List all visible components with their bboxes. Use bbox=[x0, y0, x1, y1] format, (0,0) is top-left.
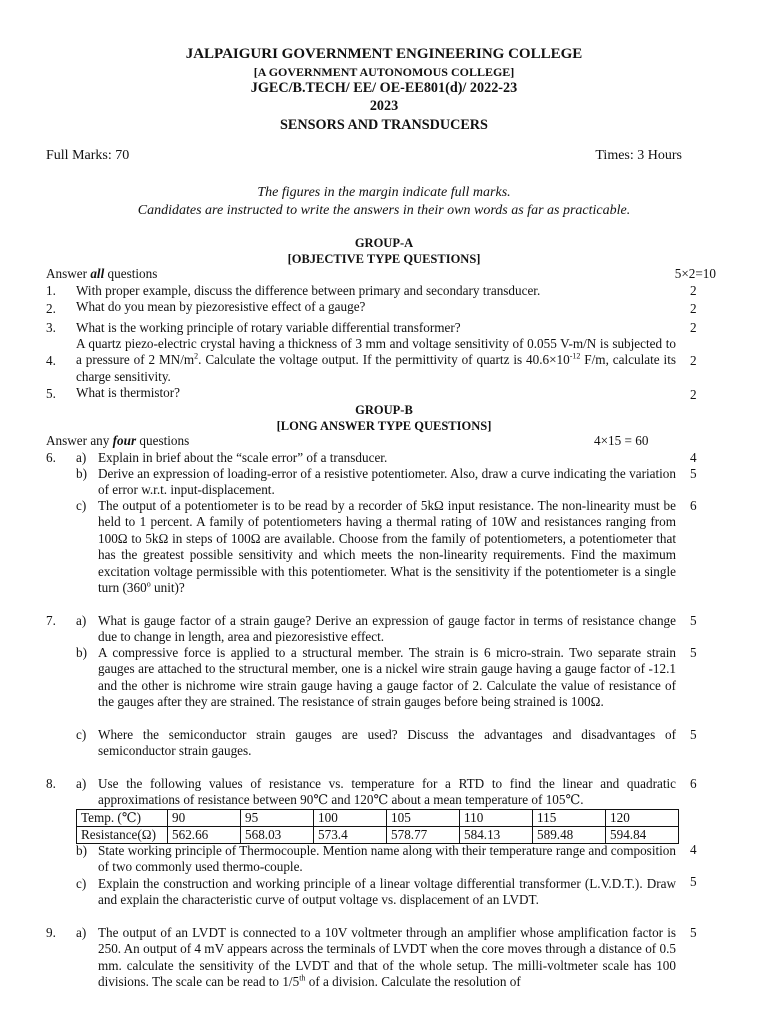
question-number: 5. bbox=[46, 386, 56, 401]
table-cell: 95 bbox=[241, 810, 314, 827]
subject-title: SENSORS AND TRANSDUCERS bbox=[280, 117, 488, 133]
table-cell: 573.4 bbox=[314, 827, 387, 844]
subpart-text: A compressive force is applied to a structural member. The strain is 6 micro-strain. Two separate strain gauges are attached to the structural member, one is a nickel wire strain gauge having a gauge factor of -12.1 and the other is nichrome wire strain gauge having a gauge factor of 2. Calculate the value of resistance of the gauges after they are strained. The resistance of strain gauges before being strained is 100Ω. bbox=[98, 645, 676, 710]
note-margin-marks: The figures in the margin indicate full marks. bbox=[257, 185, 511, 200]
group-b-subtitle: [LONG ANSWER TYPE QUESTIONS] bbox=[276, 419, 492, 433]
full-marks: Full Marks: 70 bbox=[46, 148, 130, 163]
subpart-label: b) bbox=[76, 466, 87, 481]
question-text: What do you mean by piezoresistive effect of a gauge? bbox=[76, 299, 366, 314]
table-cell: 105 bbox=[387, 810, 460, 827]
table-row bbox=[77, 827, 679, 844]
table-cell: 90 bbox=[168, 810, 241, 827]
table-cell: 589.48 bbox=[533, 827, 606, 844]
subpart-marks: 4 bbox=[690, 450, 697, 465]
subpart-label: c) bbox=[76, 727, 87, 742]
subpart-label: a) bbox=[76, 450, 87, 465]
table-cell: Resistance(Ω) bbox=[77, 827, 168, 844]
question-text: What is the working principle of rotary variable differential transformer? bbox=[76, 320, 461, 335]
question-number: 3. bbox=[46, 320, 56, 335]
question-number: 7. bbox=[46, 613, 56, 628]
subpart-label: a) bbox=[76, 925, 87, 940]
subpart-marks: 4 bbox=[690, 842, 697, 857]
college-status: [A GOVERNMENT AUTONOMOUS COLLEGE] bbox=[253, 65, 515, 79]
question-marks: 2 bbox=[690, 353, 697, 368]
subpart-text: Use the following values of resistance vs. temperature for a RTD to find the linear and quadratic approximations of resistance between 90℃ and 120℃ about a mean temperature of 105℃. bbox=[98, 776, 676, 808]
subpart-text: Explain in brief about the “scale error” of a transducer. bbox=[98, 450, 388, 465]
question-number: 6. bbox=[46, 450, 56, 465]
paper-code: JGEC/B.TECH/ EE/ OE-EE801(d)/ 2022-23 bbox=[250, 80, 518, 96]
question-marks: 2 bbox=[690, 283, 697, 298]
college-name: JALPAIGURI GOVERNMENT ENGINEERING COLLEGE bbox=[185, 46, 583, 62]
subpart-text: State working principle of Thermocouple. Mention name along with their temperature range and composition of two commonly used thermo-couple. bbox=[98, 843, 676, 875]
subpart-marks: 5 bbox=[690, 466, 697, 481]
subpart-marks: 5 bbox=[690, 727, 697, 742]
subpart-text: Derive an expression of loading-error of a resistive potentiometer. Also, draw a curve indicating the variation of error w.r.t. input-displacement. bbox=[98, 466, 676, 498]
question-number: 9. bbox=[46, 925, 56, 940]
question-text: A quartz piezo-electric crystal having a thickness of 3 mm and voltage sensitivity of 0.055 V-m/N is subjected to a pressure of 2 $MN/m^2$. Calculate the voltage output. If the permittivity of quartz is $40.6\times 10^{-12}$ F/m, calculate its charge sensitivity. bbox=[76, 336, 676, 384]
exam-time: Times: 3 Hours bbox=[595, 148, 682, 163]
subpart-label: c) bbox=[76, 876, 87, 891]
table-row bbox=[77, 810, 679, 827]
subpart-text: What is gauge factor of a strain gauge? Derive an expression of gauge factor in terms of resistance change due to change in length, area and piezoresistive effect. bbox=[98, 613, 676, 645]
table-cell: Temp. (℃) bbox=[77, 810, 168, 827]
exam-year: 2023 bbox=[369, 98, 399, 114]
group-b-title: GROUP-B bbox=[355, 403, 413, 417]
subpart-label: a) bbox=[76, 613, 87, 628]
subpart-marks: 5 bbox=[690, 613, 697, 628]
subpart-label: b) bbox=[76, 645, 87, 660]
subpart-label: a) bbox=[76, 776, 87, 791]
subpart-marks: 5 bbox=[690, 874, 697, 889]
group-a-marks: 5×2=10 bbox=[674, 266, 716, 281]
table-cell: 100 bbox=[314, 810, 387, 827]
question-marks: 2 bbox=[690, 387, 697, 402]
table-cell: 578.77 bbox=[387, 827, 460, 844]
subpart-text: The output of an LVDT is connected to a 10V voltmeter through an amplifier whose amplification factor is 250. An output of 4 mV appears across the terminals of LVDT when the core moves through a distance of 0.5 mm. calculate the sensitivity of the LVDT and that of the whole setup. The milli-voltmeter scale has 100 divisions. The scale can be read to 1/5th of a division. Calculate the resolution of bbox=[98, 925, 676, 990]
question-number: 8. bbox=[46, 776, 56, 791]
subpart-text: Explain the construction and working principle of a linear voltage differential transformer (L.V.D.T.). Draw and explain the characteristic curve of output voltage vs. displacement of an LVDT. bbox=[98, 876, 676, 908]
table-cell: 594.84 bbox=[606, 827, 679, 844]
group-a-instruction: Answer all questions bbox=[46, 266, 158, 281]
question-number: 1. bbox=[46, 283, 56, 298]
table-cell: 120 bbox=[606, 810, 679, 827]
subpart-label: c) bbox=[76, 498, 87, 513]
group-a-subtitle: [OBJECTIVE TYPE QUESTIONS] bbox=[287, 252, 481, 266]
question-text: With proper example, discuss the difference between primary and secondary transducer. bbox=[76, 283, 541, 298]
table-cell: 562.66 bbox=[168, 827, 241, 844]
question-marks: 2 bbox=[690, 320, 697, 335]
question-number: 2. bbox=[46, 301, 56, 316]
subpart-text: The output of a potentiometer is to be read by a recorder of 5kΩ input resistance. The non-linearity must be held to 1 percent. A family of potentiometers having a thermal rating of 10W and resistances ranging from 100Ω to 5kΩ in steps of 100Ω are available. Choose from the family of potentiometers, a potentiometer that has the greatest possible sensitivity and which meets the non-linearity requirements. Find the maximum excitation voltage permissible with this potentiometer. What is the sensitivity if the potentiometer is a single turn (360$^o$ unit)? bbox=[98, 498, 676, 596]
table-cell: 115 bbox=[533, 810, 606, 827]
note-own-words: Candidates are instructed to write the answers in their own words as far as practicable. bbox=[137, 203, 631, 218]
table-cell: 568.03 bbox=[241, 827, 314, 844]
group-a-title: GROUP-A bbox=[354, 236, 414, 250]
question-marks: 2 bbox=[690, 301, 697, 316]
group-b-marks: 4×15 = 60 bbox=[594, 433, 649, 448]
group-b-instruction: Answer any four questions bbox=[46, 433, 190, 448]
table-cell: 584.13 bbox=[460, 827, 533, 844]
subpart-marks: 6 bbox=[690, 498, 697, 513]
subpart-marks: 5 bbox=[690, 645, 697, 660]
subpart-text: Where the semiconductor strain gauges are used? Discuss the advantages and disadvantages of semiconductor strain gauges. bbox=[98, 727, 676, 759]
subpart-marks: 6 bbox=[690, 776, 697, 791]
table-cell: 110 bbox=[460, 810, 533, 827]
question-text: What is thermistor? bbox=[76, 385, 181, 400]
question-number: 4. bbox=[46, 353, 56, 368]
rtd-data-table bbox=[76, 809, 679, 844]
subpart-label: b) bbox=[76, 843, 87, 858]
subpart-marks: 5 bbox=[690, 925, 697, 940]
